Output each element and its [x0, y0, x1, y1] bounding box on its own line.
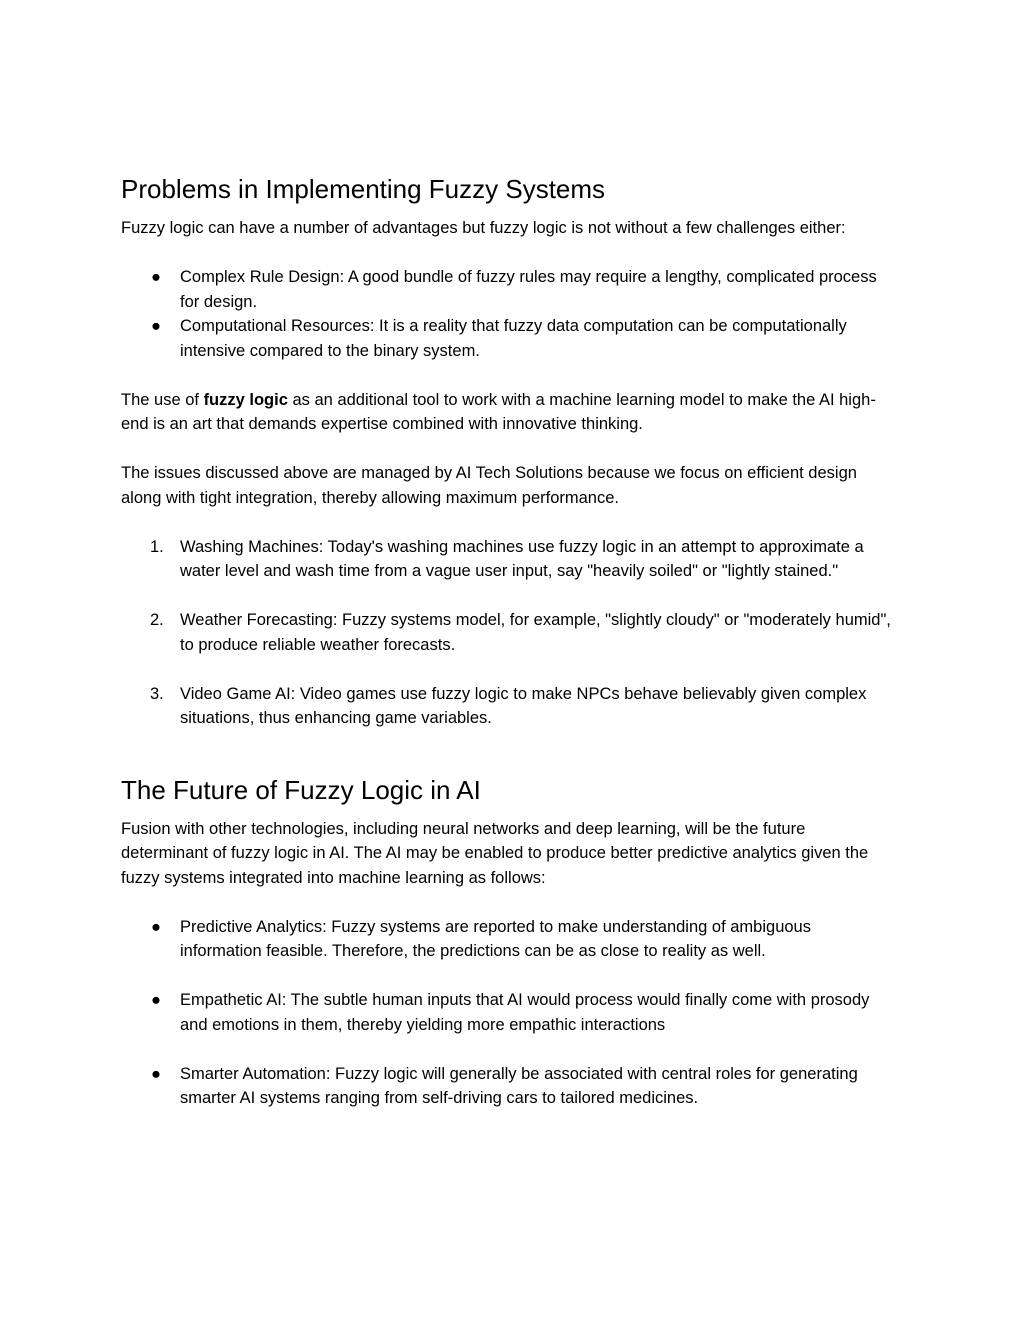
list-item-text: Washing Machines: Today's washing machines use fuzzy logic in an attempt to approximate a water level and wash time from a vague user input, say "heavily soiled" or "lightly stained."	[180, 537, 864, 580]
list-item-text: Smarter Automation: Fuzzy logic will generally be associated with central roles for generating smarter AI systems ranging from self-driving cars to tailored medicines.	[180, 1064, 858, 1107]
intro-paragraph: Fuzzy logic can have a number of advantages but fuzzy logic is not without a few challenges either:	[121, 219, 846, 237]
list-item	[121, 988, 896, 1037]
list-item-text: Computational Resources: It is a reality that fuzzy data computation can be computationally intensive compared to the binary system.	[180, 317, 847, 360]
list-item-text: Video Game AI: Video games use fuzzy logic to make NPCs behave believably given complex situations, thus enhancing game variables.	[180, 684, 867, 727]
issues-paragraph: The issues discussed above are managed by AI Tech Solutions because we focus on efficient design along with tight integration, thereby allowing maximum performance.	[121, 464, 857, 507]
fuzzy-logic-bold: fuzzy logic	[203, 390, 288, 409]
future-list	[121, 915, 896, 1111]
list-item-text: Empathetic AI: The subtle human inputs that AI would process would finally come with prosody and emotions in them, thereby yielding more empathic interactions	[180, 991, 870, 1034]
list-number: 3.	[150, 684, 164, 703]
list-item	[121, 915, 896, 964]
list-item-text: Complex Rule Design: A good bundle of fuzzy rules may require a lengthy, complicated process for design.	[180, 268, 877, 311]
paragraph-text: The use of	[121, 390, 204, 409]
paragraph-text: as an additional tool to work with a machine learning model to make the AI high-end is an art that demands expertise combined with innovative thinking.	[121, 390, 876, 433]
list-item-text: Weather Forecasting: Fuzzy systems model, for example, "slightly cloudy" or "moderately humid", to produce reliable weather forecasts.	[180, 611, 891, 654]
list-item	[121, 265, 896, 314]
list-item	[121, 535, 896, 584]
list-item	[121, 608, 896, 657]
document-page	[121, 172, 896, 1111]
bullet-icon: ●	[151, 1064, 161, 1083]
challenges-list	[121, 265, 896, 363]
applications-list	[121, 535, 896, 731]
fuzzy-logic-paragraph	[121, 388, 896, 437]
bullet-icon: ●	[151, 991, 161, 1009]
list-item	[121, 314, 896, 363]
future-intro-paragraph: Fusion with other technologies, including neural networks and deep learning, will be the future determinant of fuzzy logic in AI. The AI may be enabled to produce better predictive analytics given the fuzzy systems integrated into machine learning as follows:	[121, 819, 869, 887]
bullet-icon: ●	[151, 268, 161, 286]
list-number: 2.	[150, 611, 164, 629]
bullet-icon: ●	[151, 917, 161, 936]
section-heading-problems: Problems in Implementing Fuzzy Systems	[121, 174, 606, 204]
section-heading-future: The Future of Fuzzy Logic in AI	[121, 774, 481, 805]
list-item	[121, 682, 896, 731]
bullet-icon: ●	[151, 317, 161, 335]
list-item-text: Predictive Analytics: Fuzzy systems are reported to make understanding of ambiguous information feasible. Therefore, the predictions can be as close to reality as well.	[180, 917, 811, 960]
list-item	[121, 1062, 896, 1111]
list-number: 1.	[150, 537, 164, 556]
